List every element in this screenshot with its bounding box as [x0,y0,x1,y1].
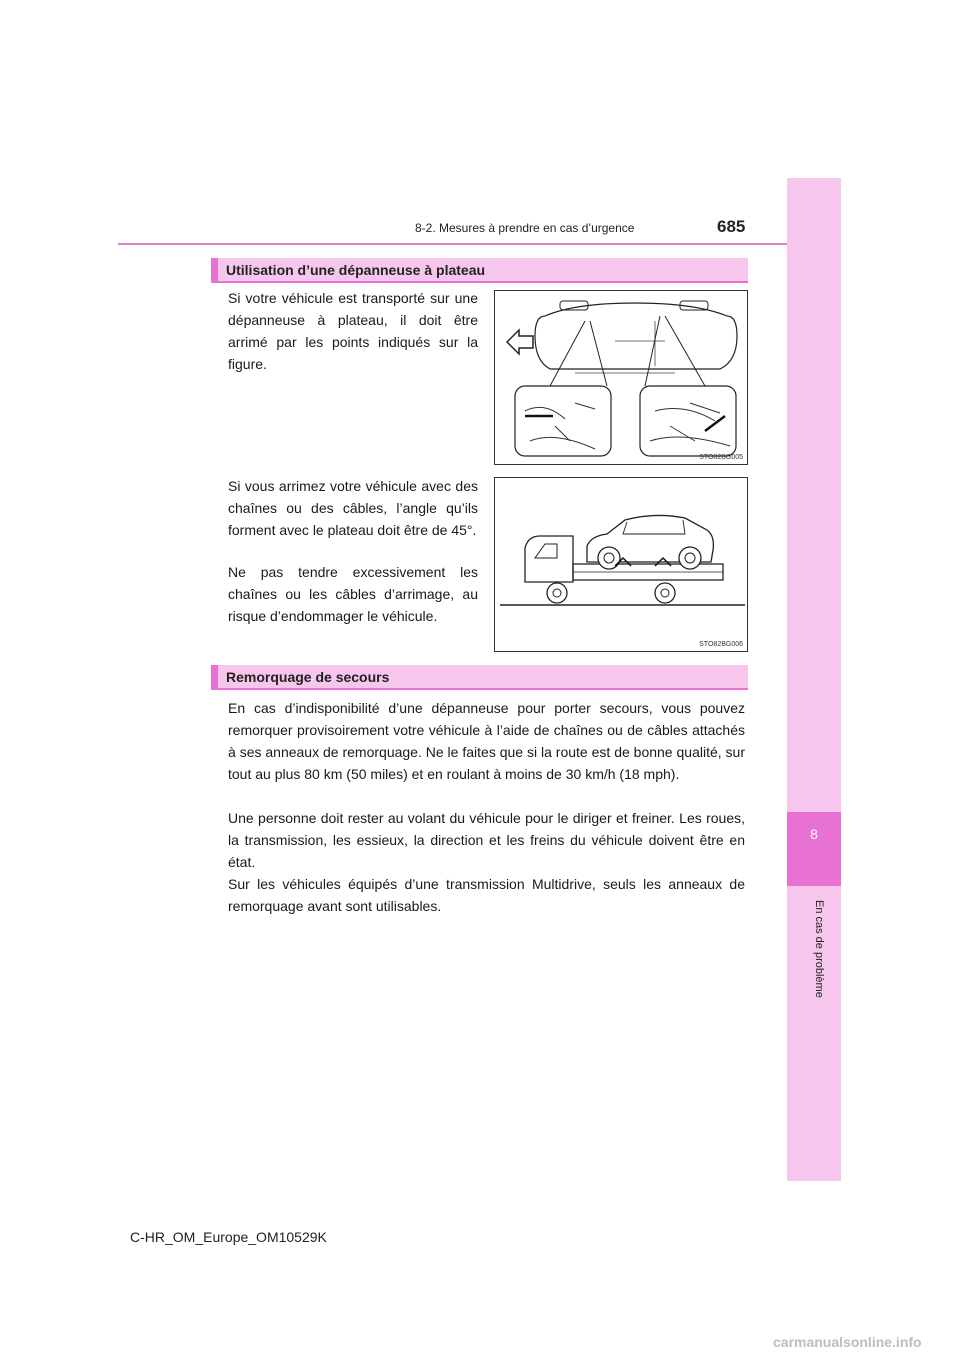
paragraph: Une personne doit rester au volant du véhicule pour le diriger et freiner. Les roues, la transmission, les essieux, la direction et les freins du véhicule doivent être en état. [228,810,745,870]
tie-down-illustration [495,291,747,464]
section-heading-text: Remorquage de secours [226,669,390,685]
paragraph: Sur les véhicules équipés d’une transmission Multidrive, seuls les anneaux de remorquage avant sont utilisables. [228,876,745,914]
flatbed-truck-illustration [495,478,747,651]
document-code: C-HR_OM_Europe_OM10529K [130,1229,327,1245]
chapter-side-tab [787,178,841,1181]
figure-code: STO82BG005 [699,454,743,461]
paragraph: Si vous arrimez votre véhicule avec des chaînes ou des câbles, l’angle qu’ils forment avec le plateau doit être de 45°. [228,478,478,538]
watermark: carmanualsonline.info [773,1334,922,1350]
paragraph: Si votre véhicule est transporté sur une dépanneuse à plateau, il doit être arrimé par les points indiqués sur la figure. [228,290,478,372]
section-heading-text: Utilisation d’une dépanneuse à plateau [226,262,486,278]
figure-flatbed-truck [494,477,748,652]
section-heading-emergency-towing [211,665,748,690]
chapter-title: En cas de problème [813,900,825,998]
figure-code: STO82BG006 [699,641,743,648]
chapter-number: 8 [810,826,818,842]
header-rule [118,243,787,245]
figure-tie-down-points [494,290,748,465]
chapter-number-block [787,812,841,886]
paragraph: En cas d’indisponibilité d’une dépanneuse pour porter secours, vous pouvez remorquer provisoirement votre véhicule à l’aide de chaînes ou de câbles attachés à ses anneaux de remorquage. Ne le faites que si la route est de bonne qualité, sur tout au plus 80 km (50 miles) et en roulant à moins de 30 km/h (18 mph). [228,700,745,782]
running-header-section: 8-2. Mesures à prendre en cas d’urgence [415,221,635,235]
paragraph: Ne pas tendre excessivement les chaînes ou les câbles d’arrimage, au risque d’endommager le véhicule. [228,564,478,624]
section-heading-flatbed [211,258,748,283]
page-number: 685 [717,217,746,236]
